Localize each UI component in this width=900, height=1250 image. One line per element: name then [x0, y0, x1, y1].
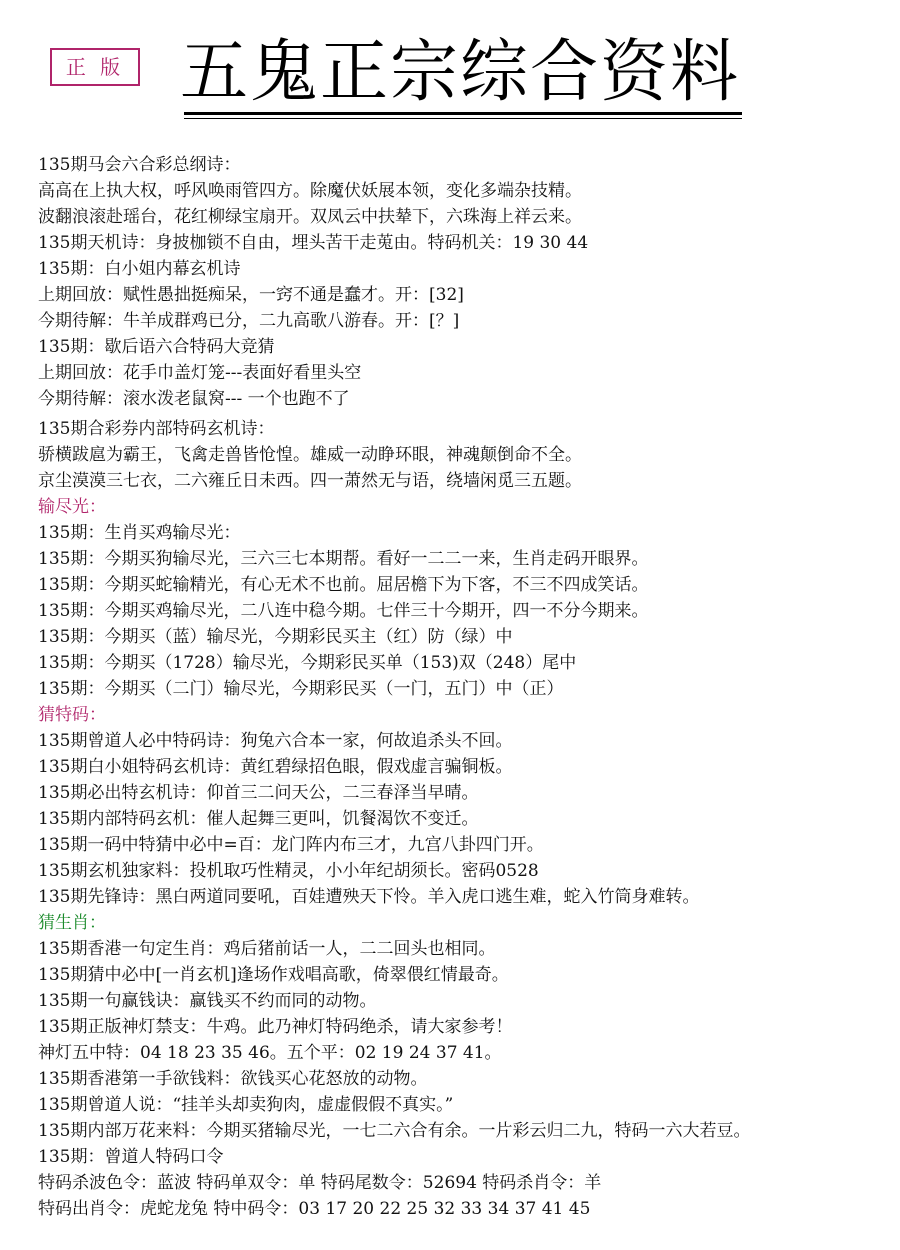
- text-line: 135期：今期买（1728）输尽光，今期彩民买单（153)双（248）尾中: [38, 653, 577, 673]
- text-line: 135期马会六合彩总纲诗：: [38, 155, 241, 175]
- text-line: 波翻浪滚赴瑶台，花红柳绿宝扇开。双凤云中扶辇下，六珠海上祥云来。: [38, 207, 582, 227]
- content-body: [38, 152, 888, 1222]
- text-line: 135期天机诗：身披枷锁不自由，埋头苦干走莵由。特码机关：19 30 44: [38, 233, 589, 253]
- text-line: 135期猜中必中[一肖玄机]逢场作戏唱高歌，倚翠偎红情最奇。: [38, 965, 509, 985]
- text-line: 骄横跋扈为霸王，飞禽走兽皆怆惶。雄威一动睁环眼，神魂颠倒命不全。: [38, 445, 582, 465]
- text-line: 135期玄机独家料：投机取巧性精灵，小小年纪胡须长。密码0528: [38, 861, 539, 881]
- text-line: 135期：今期买狗输尽光，三六三七本期帮。看好一二二一来，生肖走码开眼界。: [38, 549, 649, 569]
- text-line: 高高在上执大权，呼风唤雨管四方。除魔伏妖展本领，变化多端杂技精。: [38, 181, 582, 201]
- section-heading: 输尽光：: [38, 497, 106, 517]
- text-line: 上期回放：花手巾盖灯笼---表面好看里头空: [38, 363, 362, 383]
- text-line: 135期内部万花来料：今期买猪输尽光，一七二六合有余。一片彩云归二九，特码一六大若豆。: [38, 1121, 751, 1141]
- genuine-badge: 正 版: [50, 48, 140, 86]
- text-line: 135期一码中特猜中必中=百：龙门阵内布三才，九宫八卦四门开。: [38, 835, 544, 855]
- page-title: 五鬼正宗综合资料: [179, 33, 740, 112]
- text-line: 135期先锋诗：黑白两道同要吼，百娃遭殃天下怜。羊入虎口逃生难，蛇入竹筒身难转。: [38, 887, 700, 907]
- text-line: 135期白小姐特码玄机诗：黄红碧绿招色眼，假戏虚言骗铜板。: [38, 757, 513, 777]
- text-line: 135期香港第一手欲钱料：欲钱买心花怒放的动物。: [38, 1069, 428, 1089]
- text-line: 特码杀波色令：蓝波 特码单双令：单 特码尾数令：52694 特码杀肖令：羊: [38, 1173, 602, 1193]
- text-line: 神灯五中特：04 18 23 35 46。五个平：02 19 24 37 41。: [38, 1043, 502, 1063]
- text-line: 135期：今期买（二门）输尽光，今期彩民买（一门，五门）中（正）: [38, 679, 564, 699]
- text-line: 135期合彩券内部特码玄机诗：: [38, 419, 275, 439]
- text-line: 135期曾道人说：“挂羊头却卖狗肉，虚虚假假不真实。”: [38, 1095, 454, 1115]
- title-underline: [184, 112, 742, 115]
- section-heading: 猜生肖：: [38, 913, 106, 933]
- text-line: 135期：白小姐内幕玄机诗: [38, 259, 241, 279]
- text-line: 135期内部特码玄机：催人起舞三更叫，饥餐渴饮不变迁。: [38, 809, 479, 829]
- text-line: 135期正版神灯禁支：牛鸡。此乃神灯特码绝杀，请大家参考！: [38, 1017, 513, 1037]
- section-heading: 猜特码：: [38, 705, 106, 725]
- text-line: 135期：今期买鸡输尽光，二八连中稳今期。七伴三十今期开，四一不分今期来。: [38, 601, 649, 621]
- text-line: 上期回放：赋性愚拙挺痴呆，一窍不通是蠢才。开：[32]: [38, 285, 464, 305]
- text-line: 135期：今期买（蓝）输尽光，今期彩民买主（红）防（绿）中: [38, 627, 513, 647]
- text-line: 135期必出特玄机诗：仰首三二问天公，二三春泽当早晴。: [38, 783, 479, 803]
- text-line: 135期香港一句定生肖：鸡后猪前话一人，二二回头也相同。: [38, 939, 496, 959]
- text-line: 特码出肖令：虎蛇龙兔 特中码令：03 17 20 22 25 32 33 34 37 41 45: [38, 1199, 591, 1219]
- text-line: 今期待解：滚水泼老鼠窝--- 一个也跑不了: [38, 389, 350, 409]
- text-line: 135期：曾道人特码口令: [38, 1147, 224, 1167]
- text-line: 135期：今期买蛇输精光，有心无术不也前。屈居檐下为下客，不三不四成笑话。: [38, 575, 649, 595]
- text-line: 135期：生肖买鸡输尽光：: [38, 523, 241, 543]
- text-line: 今期待解：牛羊成群鸡已分，二九高歌八游春。开：[？]: [38, 311, 460, 331]
- title-underline-thin: [184, 118, 742, 119]
- text-line: 135期一句赢钱诀：赢钱买不约而同的动物。: [38, 991, 377, 1011]
- text-line: 135期曾道人必中特码诗：狗兔六合本一家，何故追杀头不回。: [38, 731, 513, 751]
- text-line: 京尘漠漠三七衣，二六雍丘日未西。四一萧然无与语，绕墙闲觅三五题。: [38, 471, 582, 491]
- text-line: 135期：歇后语六合特码大竞猜: [38, 337, 275, 357]
